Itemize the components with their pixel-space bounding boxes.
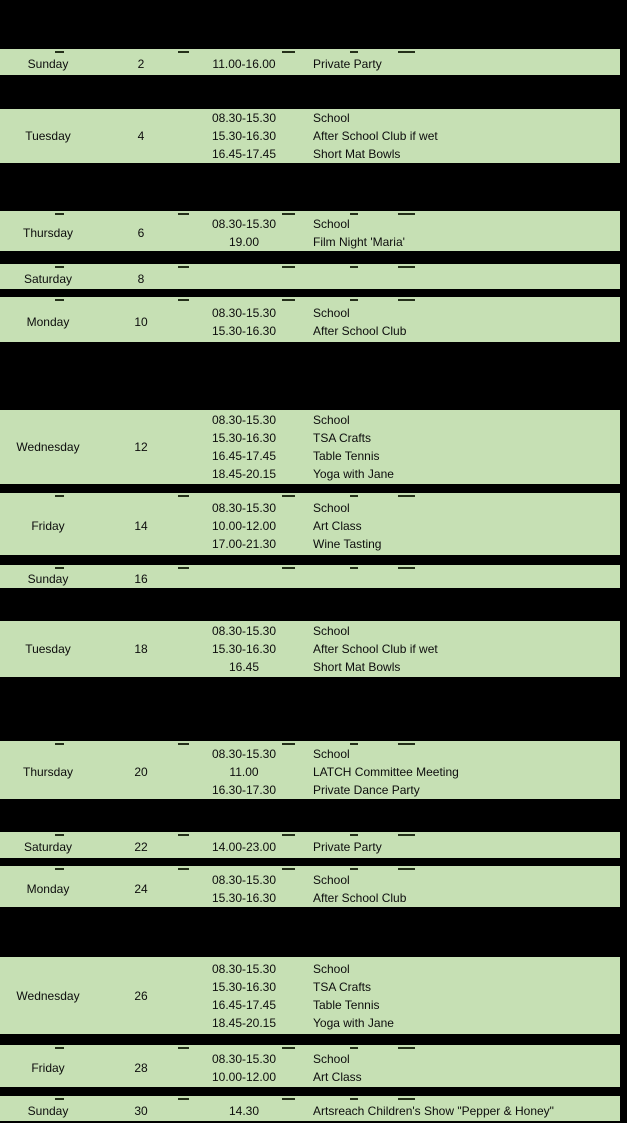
date-cell: 24 [134,881,148,896]
schedule-row [0,268,620,289]
date-cell: 4 [137,129,145,143]
entries-list [186,55,620,73]
day-cell: Monday [26,881,70,896]
entry-line [186,429,620,447]
entry-time: 08.30-15.30 [211,217,277,231]
entry-line [186,1050,620,1068]
entry-event: Private Dance Party [313,783,420,797]
entry-time: 15.30-16.30 [211,642,277,656]
entry-event: School [313,624,350,638]
entry-line [186,1014,620,1032]
redacted-row-sliver [0,565,620,569]
entry-event: After School Club [313,323,407,338]
entry-time: 14.00-23.00 [211,840,277,854]
day-cell: Wednesday [16,440,80,454]
day-cell: Sunday [27,571,69,586]
entry-event: After School Club if wet [313,129,438,143]
entry-time: 08.30-15.30 [211,624,277,638]
entry-time: 15.30-16.30 [211,431,277,445]
entry-event: Artsreach Children's Show "Pepper & Honey" [313,1103,554,1118]
entry-time: 16.45-17.45 [211,449,277,463]
day-cell: Thursday [22,226,74,240]
schedule-row [0,1100,620,1121]
entry-line [186,109,620,127]
entry-line [186,1068,620,1086]
entry-time: 10.00-12.00 [211,519,277,533]
entry-event: Film Night 'Maria' [313,235,405,249]
entry-line [186,658,620,676]
entry-event: Table Tennis [313,449,380,463]
entry-time: 15.30-16.30 [211,890,277,905]
entry-time: 16.45-17.45 [211,147,277,161]
entry-event: Wine Tasting [313,537,382,551]
entries-list [186,622,620,676]
entry-line [186,233,620,251]
entry-line [186,499,620,517]
entry-line [186,411,620,429]
redacted-row-sliver [0,264,620,268]
entry-event: Yoga with Jane [313,1015,394,1030]
entry-line [186,745,620,763]
entry-time: 15.30-16.30 [211,129,277,143]
redacted-row-sliver [0,493,620,497]
entries-list [186,215,620,251]
entry-time: 15.30-16.30 [211,979,277,994]
entry-event: School [313,961,350,976]
entry-time: 16.45 [228,660,260,674]
date-cell: 6 [137,226,145,240]
entry-event: Art Class [313,1070,362,1084]
entry-event: School [313,1052,350,1066]
entry-line [186,889,620,907]
redacted-row-sliver [0,49,620,53]
entry-line [186,996,620,1014]
entry-event: Private Party [313,840,382,854]
date-cell: 8 [137,271,145,286]
entry-time: 10.00-12.00 [211,1070,277,1084]
entries-list [186,1050,620,1086]
entry-time: 08.30-15.30 [211,305,277,320]
entry-time: 16.45-17.45 [211,997,277,1012]
entry-time: 08.30-15.30 [211,413,277,427]
redacted-row-sliver [0,1045,620,1049]
entry-time: 08.30-15.30 [211,961,277,976]
entry-event: TSA Crafts [313,979,372,994]
entry-line [186,640,620,658]
date-cell: 18 [134,642,148,656]
day-cell: Saturday [23,271,73,286]
date-cell: 26 [134,988,148,1003]
entry-line [186,304,620,322]
entry-line [186,322,620,340]
entry-time: 11.00-16.00 [212,57,276,71]
redacted-row-sliver [0,297,620,301]
entry-line [186,978,620,996]
entry-time: 18.45-20.15 [211,1015,277,1030]
schedule-row [0,745,620,799]
date-cell: 22 [134,840,148,854]
entry-time: 15.30-16.30 [211,323,277,338]
entries-list [186,1102,620,1120]
date-cell: 16 [134,571,148,586]
entry-line [186,1102,620,1120]
entry-time: 17.00-21.30 [211,537,277,551]
redacted-row-sliver [0,832,620,836]
entry-event: School [313,111,350,125]
entry-line [186,145,620,163]
entry-time: 08.30-15.30 [211,111,277,125]
day-cell: Sunday [27,57,69,71]
entry-line [186,781,620,799]
entry-event: Private Party [313,57,382,71]
entry-line [186,517,620,535]
redacted-row-sliver [0,866,620,870]
entry-time: 08.30-15.30 [211,747,277,761]
entry-line [186,622,620,640]
entry-event: After School Club if wet [313,642,438,656]
entry-event: Short Mat Bowls [313,660,401,674]
entry-time: 08.30-15.30 [211,872,277,887]
entries-list [186,960,620,1032]
entry-event: TSA Crafts [313,431,372,445]
entry-event: After School Club [313,890,407,905]
date-cell: 20 [134,765,148,779]
entries-list [186,499,620,553]
schedule-row [0,621,620,677]
entry-event: Short Mat Bowls [313,147,401,161]
schedule-row [0,53,620,75]
schedule-row [0,569,620,588]
redacted-row-sliver [0,211,620,215]
entries-list [186,109,620,163]
entry-line [186,535,620,553]
entry-event: School [313,501,350,515]
entry-line [186,447,620,465]
entry-event: Yoga with Jane [313,467,394,481]
date-cell: 10 [134,314,148,329]
entry-event: School [313,305,350,320]
entry-time: 08.30-15.30 [211,501,277,515]
day-cell: Wednesday [16,988,80,1003]
entries-list [186,411,620,483]
schedule-row [0,497,620,555]
day-cell: Thursday [22,765,74,779]
entry-line [186,215,620,233]
entries-list [186,304,620,340]
schedule-row [0,215,620,251]
day-cell: Sunday [27,1103,69,1118]
schedule-row [0,870,620,907]
entries-list [186,871,620,907]
entry-event: Table Tennis [313,997,380,1012]
entry-line [186,838,620,856]
entry-line [186,55,620,73]
schedule-row [0,1049,620,1087]
entry-event: School [313,413,350,427]
entry-event: Art Class [313,519,362,533]
date-cell: 2 [137,57,145,71]
entry-line [186,127,620,145]
entry-line [186,960,620,978]
day-cell: Tuesday [25,642,71,656]
schedule-row [0,301,620,342]
day-cell: Friday [31,1061,65,1075]
entry-line [186,871,620,889]
entries-list [186,838,620,856]
date-cell: 14 [134,519,148,533]
entry-line [186,465,620,483]
date-cell: 12 [134,440,148,454]
entry-line [186,763,620,781]
entry-time: 18.45-20.15 [211,467,277,481]
entry-time: 14.30 [228,1103,260,1118]
day-cell: Friday [31,519,65,533]
schedule-row [0,410,620,484]
schedule-row [0,957,620,1034]
entry-time: 19.00 [228,235,260,249]
schedule-row [0,836,620,858]
date-cell: 28 [134,1061,148,1075]
date-cell: 30 [134,1103,148,1118]
entry-event: School [313,217,350,231]
day-cell: Monday [26,314,70,329]
entries-list [186,745,620,799]
day-cell: Saturday [23,840,73,854]
entry-event: LATCH Committee Meeting [313,765,459,779]
schedule-row [0,109,620,163]
entry-time: 08.30-15.30 [211,1052,277,1066]
redacted-row-sliver [0,741,620,745]
redacted-row-sliver [0,1096,620,1100]
entry-time: 11.00 [229,765,259,779]
entry-event: School [313,747,350,761]
entry-event: School [313,872,350,887]
day-cell: Tuesday [25,129,71,143]
entry-time: 16.30-17.30 [211,783,277,797]
